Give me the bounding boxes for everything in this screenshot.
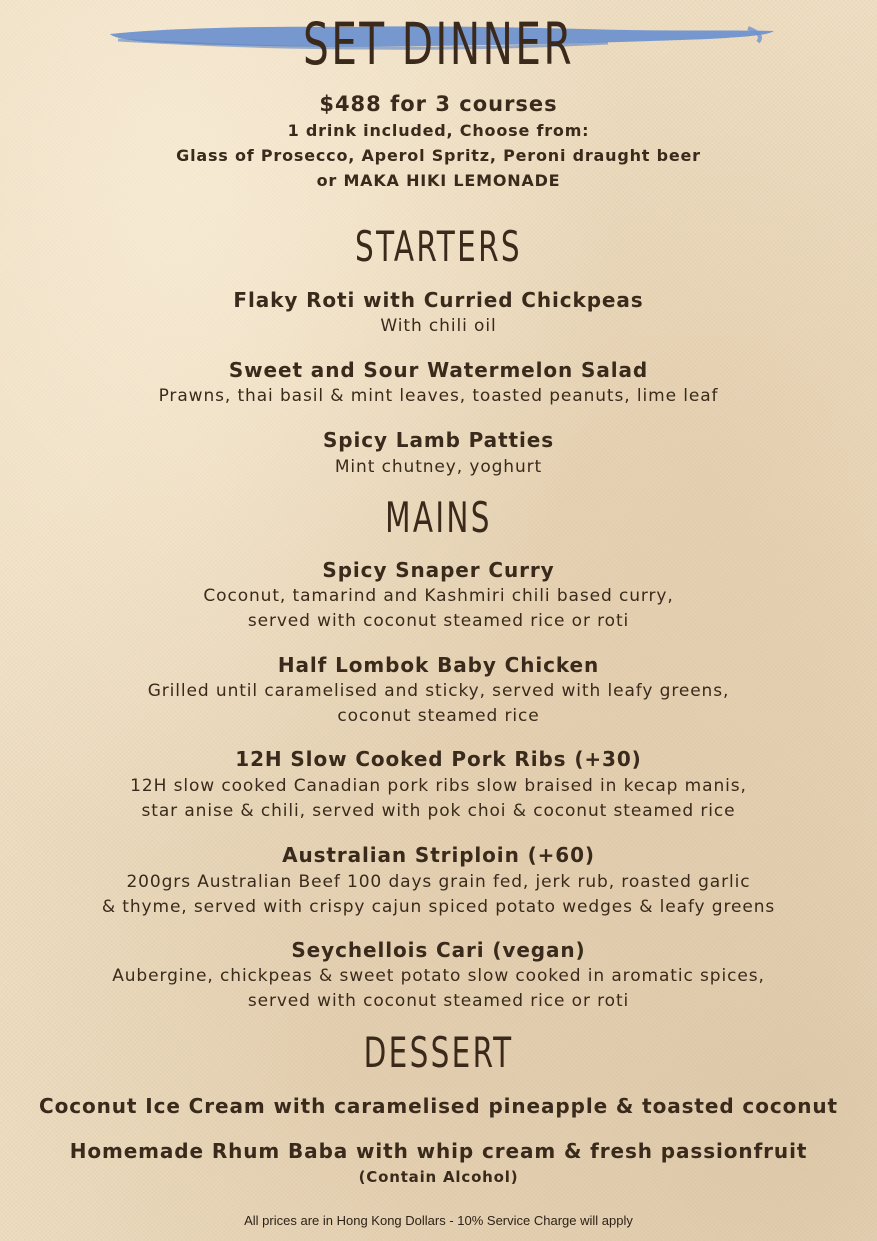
dish-name: Half Lombok Baby Chicken <box>277 653 600 677</box>
dish-description: served with coconut steamed rice or roti <box>247 991 630 1011</box>
dish-name: 12H Slow Cooked Pork Ribs (+30) <box>235 747 642 771</box>
dish-description: Mint chutney, yoghurt <box>334 457 543 477</box>
dish-description: & thyme, served with crispy cajun spiced potato wedges & leafy greens <box>101 897 776 917</box>
menu-title: SET DINNER <box>303 10 574 78</box>
dish-name: Spicy Lamb Patties <box>322 428 555 452</box>
drink-info-line-2: Glass of Prosecco, Aperol Spritz, Peroni draught beer <box>176 146 701 165</box>
section-heading-dessert: DESSERT <box>363 1028 514 1077</box>
dish-name: Flaky Roti with Curried Chickpeas <box>233 288 644 312</box>
dish-description: Aubergine, chickpeas & sweet potato slow cooked in aromatic spices, <box>112 966 765 986</box>
dish-description: Prawns, thai basil & mint leaves, toasted peanuts, lime leaf <box>158 386 719 406</box>
dish-description: 200grs Australian Beef 100 days grain fed, jerk rub, roasted garlic <box>126 872 751 892</box>
dessert-note: (Contain Alcohol) <box>358 1168 519 1186</box>
drink-info-line-3: or MAKA HIKI LEMONADE <box>316 171 561 190</box>
dish-description: coconut steamed rice <box>337 706 540 726</box>
dish-name: Spicy Snaper Curry <box>322 558 555 582</box>
dish-name: Seychellois Cari (vegan) <box>291 938 586 962</box>
section-heading-mains: MAINS <box>385 493 492 542</box>
dish-description: star anise & chili, served with pok choi & coconut steamed rice <box>141 801 736 821</box>
set-price: $488 for 3 courses <box>319 92 558 116</box>
dessert-name: Coconut Ice Cream with caramelised pineapple & toasted coconut <box>39 1094 838 1118</box>
dish-name: Australian Striploin (+60) <box>282 843 595 867</box>
dish-description: Grilled until caramelised and sticky, served with leafy greens, <box>147 681 730 701</box>
footer-note: All prices are in Hong Kong Dollars - 10% Service Charge will apply <box>244 1213 633 1228</box>
dish-description: 12H slow cooked Canadian pork ribs slow braised in kecap manis, <box>130 776 747 796</box>
dish-name: Sweet and Sour Watermelon Salad <box>228 358 649 382</box>
drink-info-line-1: 1 drink included, Choose from: <box>287 121 590 140</box>
section-heading-starters: STARTERS <box>355 222 522 271</box>
dessert-name: Homemade Rhum Baba with whip cream & fresh passionfruit <box>69 1139 808 1163</box>
dish-description: With chili oil <box>380 316 497 336</box>
dish-description: served with coconut steamed rice or roti <box>247 611 630 631</box>
dish-description: Coconut, tamarind and Kashmiri chili based curry, <box>203 586 674 606</box>
